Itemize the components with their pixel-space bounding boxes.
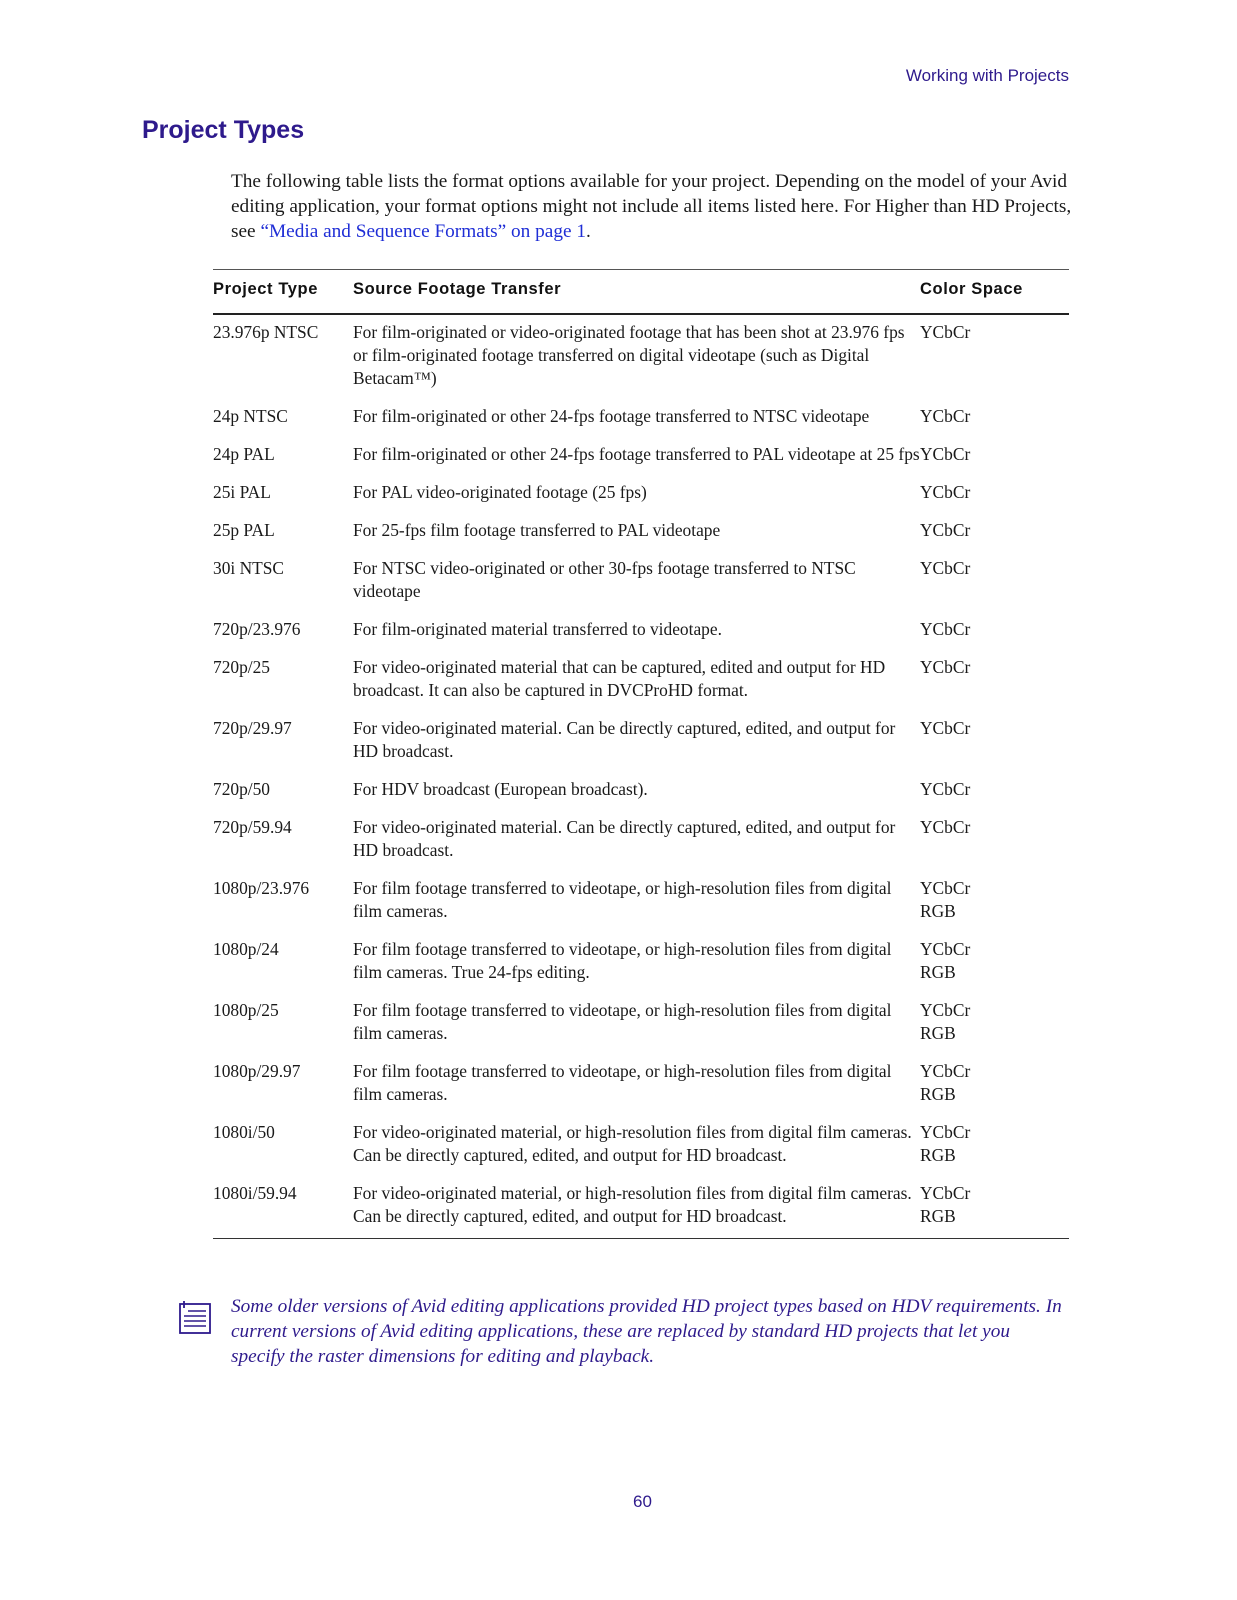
project-types-table-wrapper xyxy=(213,269,1069,1239)
table-row xyxy=(213,717,1069,778)
source-footage-transfer-cell: For video-originated material. Can be directly captured, edited, and output for HD broadcast. xyxy=(353,718,896,761)
table-row xyxy=(213,778,1069,816)
header-project-type: Project Type xyxy=(213,280,319,298)
color-space-cell xyxy=(920,481,1069,519)
project-type-cell: 24p PAL xyxy=(213,444,275,464)
source-footage-transfer-cell: For film footage transferred to videotape, or high-resolution files from digital film cameras. xyxy=(353,1000,892,1043)
color-space-cell xyxy=(920,1182,1069,1239)
running-header: Working with Projects xyxy=(905,66,1069,85)
page-number: 60 xyxy=(633,1492,652,1511)
project-type-cell: 720p/29.97 xyxy=(213,718,292,738)
project-type-cell: 24p NTSC xyxy=(213,406,288,426)
media-formats-link[interactable]: “Media and Sequence Formats” on page 1 xyxy=(260,221,586,242)
source-footage-transfer-cell: For film footage transferred to videotape, or high-resolution files from digital film cameras. xyxy=(353,878,892,921)
color-space-value: YCbCr xyxy=(920,1000,971,1020)
source-footage-transfer-cell: For film-originated material transferred to videotape. xyxy=(353,619,722,639)
note-icon xyxy=(178,1299,212,1335)
table-row xyxy=(213,1182,1069,1239)
table-row xyxy=(213,1060,1069,1121)
color-space-value: YCbCr xyxy=(920,718,971,738)
header-color-space: Color Space xyxy=(920,280,1023,298)
color-space-value: YCbCr xyxy=(920,444,971,464)
table-row xyxy=(213,443,1069,481)
color-space-value: RGB xyxy=(920,1206,956,1226)
note-text: Some older versions of Avid editing applications provided HD project types based on HDV requirements. In current versions of Avid editing applications, these are replaced by standard HD projects that let you specify the raster dimensions for editing and playback. xyxy=(231,1296,1062,1367)
color-space-value: YCbCr xyxy=(920,939,971,959)
table-row xyxy=(213,816,1069,877)
section-title: Project Types xyxy=(142,116,305,144)
table-row xyxy=(213,1121,1069,1182)
project-type-cell: 720p/23.976 xyxy=(213,619,301,639)
color-space-value: YCbCr xyxy=(920,520,971,540)
color-space-value: YCbCr xyxy=(920,1122,971,1142)
color-space-value: YCbCr xyxy=(920,878,971,898)
color-space-value: RGB xyxy=(920,1023,956,1043)
project-type-cell: 1080i/50 xyxy=(213,1122,275,1142)
table-row xyxy=(213,656,1069,717)
source-footage-transfer-cell: For video-originated material, or high-resolution files from digital film cameras. Can be directly captured, edited, and output for HD broadcast. xyxy=(353,1122,912,1165)
color-space-value: YCbCr xyxy=(920,1183,971,1203)
project-type-cell: 1080p/25 xyxy=(213,1000,279,1020)
source-footage-transfer-cell: For PAL video-originated footage (25 fps) xyxy=(353,482,647,502)
source-footage-transfer-cell: For film-originated or other 24-fps footage transferred to PAL videotape at 25 fps xyxy=(353,444,920,464)
color-space-cell xyxy=(920,519,1069,557)
source-footage-transfer-cell: For NTSC video-originated or other 30-fps footage transferred to NTSC videotape xyxy=(353,558,856,601)
project-type-cell: 1080p/29.97 xyxy=(213,1061,301,1081)
color-space-cell xyxy=(920,778,1069,816)
color-space-value: YCbCr xyxy=(920,558,971,578)
intro-paragraph xyxy=(231,169,1076,244)
color-space-value: RGB xyxy=(920,962,956,982)
color-space-cell xyxy=(920,656,1069,717)
source-footage-transfer-cell: For film-originated or other 24-fps footage transferred to NTSC videotape xyxy=(353,406,870,426)
color-space-value: YCbCr xyxy=(920,406,971,426)
color-space-cell xyxy=(920,938,1069,999)
table-row xyxy=(213,314,1069,405)
project-type-cell: 720p/50 xyxy=(213,779,271,799)
color-space-value: RGB xyxy=(920,1145,956,1165)
project-type-cell: 720p/25 xyxy=(213,657,271,677)
project-type-cell: 23.976p NTSC xyxy=(213,322,319,342)
project-type-cell: 1080p/23.976 xyxy=(213,878,310,898)
table-row xyxy=(213,999,1069,1060)
color-space-value: YCbCr xyxy=(920,322,971,342)
intro-text: The following table lists the format options available for your project. Depending on the model of your Avid editing application, your format options might not include all items listed here. For Higher than HD Projects, see xyxy=(231,171,1072,242)
source-footage-transfer-cell: For video-originated material. Can be directly captured, edited, and output for HD broadcast. xyxy=(353,817,896,860)
source-footage-transfer-cell: For video-originated material that can be captured, edited and output for HD broadcast. It can also be captured in DVCProHD format. xyxy=(353,657,886,700)
intro-text-end: . xyxy=(585,221,591,242)
project-type-cell: 1080i/59.94 xyxy=(213,1183,297,1203)
source-footage-transfer-cell: For film footage transferred to videotape, or high-resolution files from digital film cameras. xyxy=(353,1061,892,1104)
color-space-cell xyxy=(920,1121,1069,1182)
table-row xyxy=(213,405,1069,443)
color-space-cell xyxy=(920,557,1069,618)
source-footage-transfer-cell: For 25-fps film footage transferred to PAL videotape xyxy=(353,520,721,540)
color-space-value: RGB xyxy=(920,1084,956,1104)
note-block xyxy=(178,1294,1068,1369)
color-space-value: YCbCr xyxy=(920,619,971,639)
color-space-cell xyxy=(920,314,1069,405)
source-footage-transfer-cell: For HDV broadcast (European broadcast). xyxy=(353,779,648,799)
table-row xyxy=(213,618,1069,656)
color-space-cell xyxy=(920,717,1069,778)
color-space-cell xyxy=(920,618,1069,656)
color-space-cell xyxy=(920,816,1069,877)
project-types-table xyxy=(213,269,1069,1239)
project-type-cell: 25p PAL xyxy=(213,520,275,540)
header-source-footage-transfer: Source Footage Transfer xyxy=(353,280,562,298)
project-type-cell: 25i PAL xyxy=(213,482,271,502)
color-space-cell xyxy=(920,999,1069,1060)
color-space-cell xyxy=(920,405,1069,443)
table-row xyxy=(213,877,1069,938)
source-footage-transfer-cell: For film footage transferred to videotape, or high-resolution files from digital film cameras. True 24-fps editing. xyxy=(353,939,892,982)
color-space-value: YCbCr xyxy=(920,817,971,837)
color-space-value: YCbCr xyxy=(920,657,971,677)
table-body xyxy=(213,314,1069,1239)
color-space-value: YCbCr xyxy=(920,482,971,502)
table-header-row xyxy=(213,270,1069,315)
color-space-cell xyxy=(920,877,1069,938)
color-space-value: RGB xyxy=(920,901,956,921)
table-row xyxy=(213,938,1069,999)
table-row xyxy=(213,519,1069,557)
project-type-cell: 1080p/24 xyxy=(213,939,279,959)
table-row xyxy=(213,557,1069,618)
table-row xyxy=(213,481,1069,519)
color-space-cell xyxy=(920,443,1069,481)
source-footage-transfer-cell: For film-originated or video-originated footage that has been shot at 23.976 fps or film-originated footage transferred on digital videotape (such as Digital Betacam™) xyxy=(353,322,905,388)
color-space-value: YCbCr xyxy=(920,1061,971,1081)
source-footage-transfer-cell: For video-originated material, or high-resolution files from digital film cameras. Can be directly captured, edited, and output for HD broadcast. xyxy=(353,1183,912,1226)
color-space-value: YCbCr xyxy=(920,779,971,799)
color-space-cell xyxy=(920,1060,1069,1121)
project-type-cell: 30i NTSC xyxy=(213,558,285,578)
project-type-cell: 720p/59.94 xyxy=(213,817,292,837)
